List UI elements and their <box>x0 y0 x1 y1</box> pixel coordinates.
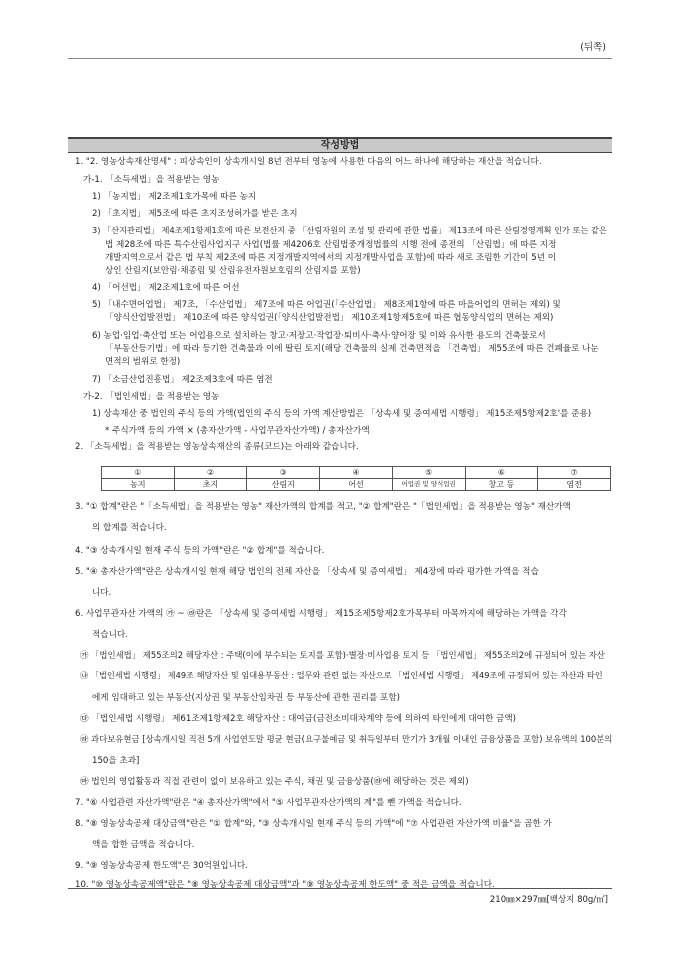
instruction-8-cont: 액을 합한 금액을 적습니다. <box>92 840 195 850</box>
instruction-6-item-b: ㉯ 「법인세법 시행령」 제49조 해당자산 및 임대용부동산 : 업무와 관련 없는 자산으로 「법인세법 시행령」 제49조에 규정되어 있는 자산과 타인 <box>80 670 603 680</box>
code-cell: ⑦ <box>538 467 611 479</box>
instruction-6: 6. 사업무관자산 가액의 ㉮ ~ ㉱란은 「상속세 및 증여세법 시행령」 제15조제5항제2호가목부터 마목까지에 해당하는 가액을 각각 <box>75 609 567 619</box>
instruction-1-a1-7: 7) 「소금산업진흥법」 제2조제3호에 따른 염전 <box>92 375 273 385</box>
label-row <box>102 479 611 491</box>
instruction-1-a1-6-cont: 면적의 범위로 한정) <box>105 357 181 367</box>
code-cell: ② <box>174 467 247 479</box>
instruction-5: 5. "④ 총자산가액"란은 상속개시일 현재 해당 법인의 전체 자산을 「상속세 및 증여세법」 제4장에 따라 평가한 가액을 적습 <box>75 567 539 577</box>
code-row <box>102 467 611 479</box>
instruction-6-cont: 적습니다. <box>92 630 128 640</box>
instruction-6-item-c: ㉰ 「법인세법 시행령」 제61조제1항제2호 해당자산 : 대여금(금전소비대차계약 등에 의하여 타인에게 대여한 금액) <box>80 714 516 724</box>
top-divider <box>68 58 612 59</box>
instruction-6-item-b-cont: 에게 임대하고 있는 부동산(지상권 및 부동산임차권 등 부동산에 관한 권리를 포함) <box>92 693 400 703</box>
instruction-1-a1-5-cont: 「양식산업발전법」 제10조에 따른 양식업권(「양식산업발전법」 제10조제1항제5호에 따른 협동양식업의 면허는 제외) <box>105 313 554 323</box>
label-cell: 어선 <box>320 479 393 491</box>
code-cell: ⑥ <box>465 467 538 479</box>
instruction-6-item-d: ㉱ 과다보유현금 [상속개시일 직전 5개 사업연도말 평균 현금(요구불예금 및 취득일부터 만기가 3개월 이내인 금융상품을 포함) 보유액의 100분의 <box>80 734 613 744</box>
label-cell: 농지 <box>102 479 175 491</box>
instruction-1-a1-6-cont: 「부동산등기법」에 따라 등기한 건축물과 이에 딸린 토지(해당 건축물의 실제 건축면적을 「건축법」 제55조에 따른 건폐율로 나눈 <box>105 344 599 354</box>
instruction-2: 2. 「소득세법」을 적용받는 영농상속재산의 종류(코드)는 아래와 같습니다. <box>75 442 359 452</box>
section-title: 작성방법 <box>68 137 612 153</box>
instruction-1-a1-4: 4) 「어선법」 제2조제1호에 따른 어선 <box>92 283 240 293</box>
instruction-4: 4. "③ 상속개시일 현재 주식 등의 가액"란은 "② 합계"를 적습니다. <box>75 546 325 556</box>
instruction-1-a1-1: 1) 「농지법」 제2조제1호가목에 따른 농지 <box>92 192 257 202</box>
page-label: (뒤쪽) <box>580 42 606 53</box>
code-cell: ③ <box>247 467 320 479</box>
instruction-5-cont: 니다. <box>92 588 112 598</box>
label-cell: 창고 등 <box>465 479 538 491</box>
instruction-1-a2-1: 1) 상속재산 중 법인의 주식 등의 가액(법인의 주식 등의 가액 계산방법은 「상속세 및 증여세법 시행령」 제15조제5항제2호'를 준용) <box>92 409 592 419</box>
instruction-3: 3. "① 합계"란은 "「소득세법」을 적용받는 영농" 재산가액의 합계를 적고, "② 합계"란은 "「법인세법」을 적용받는 영농" 재산가액 <box>75 502 571 512</box>
paper-spec: 210㎜×297㎜[백상지 80g/㎡] <box>489 895 608 905</box>
instruction-1-a1-3: 3) 「산지관리법」 제4조제1항제1호에 따른 보전산지 중 「산림자원의 조성 및 관리에 관한 법률」 제13조에 따른 산림경영계획 인가 또는 같은 <box>92 225 607 235</box>
code-cell: ④ <box>320 467 393 479</box>
instruction-3-cont: 의 합계를 적습니다. <box>92 523 167 533</box>
code-cell: ⑤ <box>392 467 465 479</box>
instruction-7: 7. "⑥ 사업관련 자산가액"란은 "④ 총자산가액"에서 "⑤ 사업무관자산가액의 계"를 뺀 가액을 적습니다. <box>75 798 462 808</box>
instruction-10: 10. "⑩ 영농상속공제액"란은 "⑧ 영농상속공제 대상금액"과 "⑨ 영농상속공제 한도액" 중 적은 금액을 적습니다. <box>75 880 495 890</box>
instruction-1-a1: 가-1. 「소득세법」을 적용받는 영농 <box>83 175 220 185</box>
instruction-6-item-d-cont: 150을 초과] <box>92 756 140 766</box>
bottom-divider <box>68 888 612 889</box>
instruction-9: 9. "⑨ 영농상속공제 한도액"은 30억원입니다. <box>75 861 248 871</box>
instruction-1-a2: 가-2. 「법인세법」을 적용받는 영농 <box>83 392 220 402</box>
label-cell: 염전 <box>538 479 611 491</box>
instruction-6-item-e: ㉲ 법인의 영업활동과 직접 관련이 없이 보유하고 있는 주식, 채권 및 금융상품(㉱에 해당하는 것은 제외) <box>80 777 469 787</box>
instruction-1-a1-3-cont: 개발지역으로서 같은 법 부칙 제2조에 따른 지정개발지역에서의 지정개발사업을 포함)에 따라 새로 조림한 기간이 5년 이 <box>105 253 557 263</box>
instruction-1-a1-3-cont: 법 제28조에 따른 특수산림사업지구 사업(법률 제4206호 산림법중개정법률의 시행 전에 종전의 「산림법」에 따른 지정 <box>105 240 557 250</box>
instruction-1-a1-6: 6) 농업·임업·축산업 또는 어업용으로 설치하는 창고·저장고·작업장·퇴비사·축사·양어장 및 이와 유사한 용도의 건축물로서 <box>92 331 546 341</box>
instruction-1-a2-note: * 주식가액 등의 가액 × (총자산가액 - 사업무관자산가액) / 총자산가액 <box>105 426 370 436</box>
instruction-1: 1. "2. 영농상속재산명세" : 피상속인이 상속개시일 8년 전부터 영농에 사용한 다음의 어느 하나에 해당하는 재산을 적습니다. <box>75 157 542 167</box>
instruction-1-a1-5: 5) 「내수면어업법」 제7조, 「수산업법」 제7조에 따른 어업권(「수산업법」 제8조제1항에 따른 마을어업의 면허는 제외) 및 <box>92 300 561 310</box>
code-cell: ① <box>102 467 175 479</box>
instruction-6-item-a: ㉮ 「법인세법」 제55조의2 해당자산 : 주택(이에 부수되는 토지를 포함)·별장·비사업용 토지 등 「법인세법」 제55조의2에 규정되어 있는 자산 <box>80 650 605 660</box>
label-cell: 어업권 및 양식업권 <box>392 479 465 491</box>
instruction-8: 8. "⑧ 영농상속공제 대상금액"란은 "① 합계"와, "③ 상속개시일 현재 주식 등의 가액"에 "⑦ 사업관련 자산가액 비율"을 곱한 가 <box>75 819 552 829</box>
label-cell: 초지 <box>174 479 247 491</box>
label-cell: 산림지 <box>247 479 320 491</box>
instruction-1-a1-2: 2) 「초지법」 제5조에 따른 초지조성허가를 받은 초지 <box>92 209 298 219</box>
instruction-1-a1-3-cont: 상인 산림지(보안림·채종림 및 산림유전자원보호림의 산림지를 포함) <box>105 266 361 276</box>
asset-code-table <box>101 466 611 491</box>
